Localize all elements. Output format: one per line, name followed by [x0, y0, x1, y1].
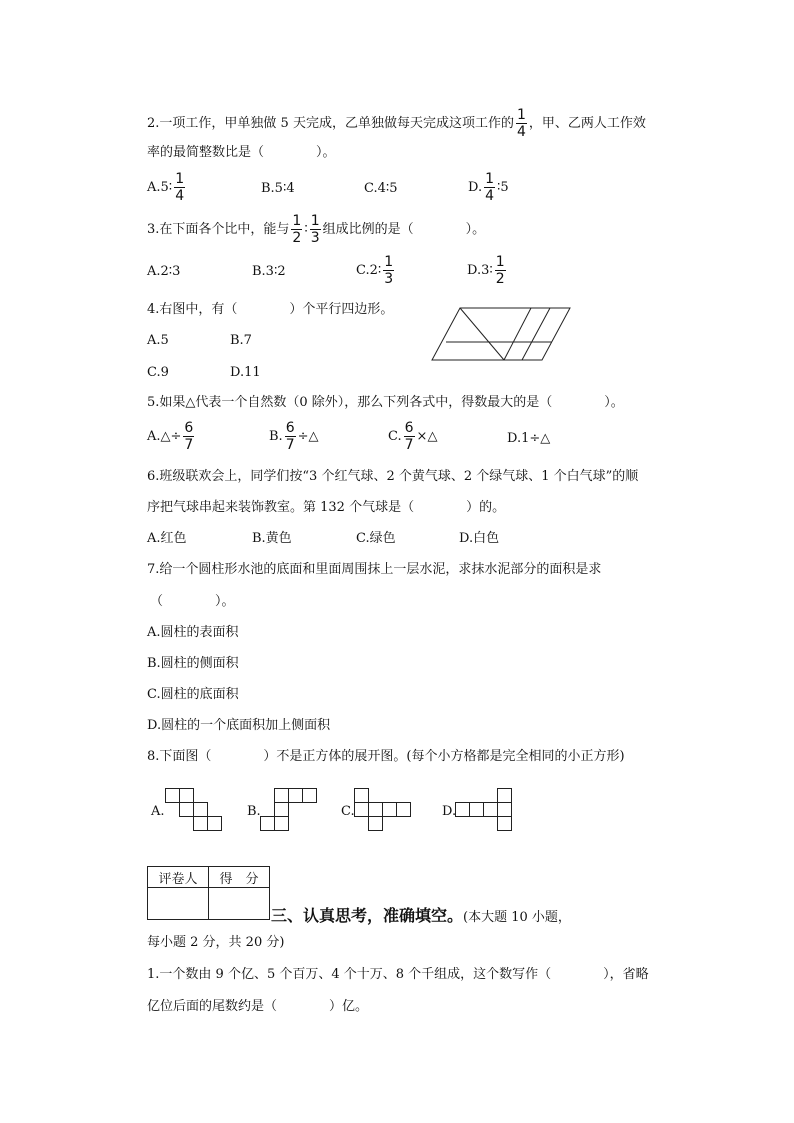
score-header: 得 分 [209, 867, 270, 888]
q5-option-b[interactable]: B. $\frac{6}{7}$ ÷△ [269, 420, 319, 453]
q2-text-pre: 2.一项工作，甲单独做 5 天完成，乙单独做每天完成这项工作的 [147, 116, 514, 131]
q5-option-a[interactable]: A.△÷ $\frac{6}{7}$ [147, 420, 194, 453]
q6-line2: 序把气球串起来装饰教室。第 132 个气球是（ ）的。 [147, 500, 506, 515]
q3-option-c[interactable]: C.2∶ $\frac{1}{3}$ [356, 254, 394, 287]
q2-option-b[interactable]: B.5∶4 [261, 181, 295, 196]
section3-note-line2: 每小题 2 分，共 20 分) [147, 935, 285, 950]
q8-label-d[interactable]: D. [442, 804, 457, 819]
q7-line1: 7.给一个圆柱形水池的底面和里面周围抹上一层水泥，求抹水泥部分的面积是求 [147, 562, 602, 577]
q8-net-b[interactable] [260, 788, 320, 834]
q4-option-b[interactable]: B.7 [230, 333, 252, 348]
q7-line2: （ ）。 [150, 594, 235, 609]
q8-net-a[interactable] [165, 788, 225, 834]
q2-option-d[interactable]: D. $\frac{1}{4}$ ∶5 [468, 171, 509, 204]
q7-option-c[interactable]: C.圆柱的底面积 [147, 687, 239, 702]
q3-line: 3.在下面各个比中，能与 $\frac{1}{2}$ ∶ $\frac{1}{3}$ 组成比例的是（ ）。 [147, 213, 486, 246]
q5-option-c[interactable]: C. $\frac{6}{7}$ ×△ [388, 420, 438, 453]
q3-option-b[interactable]: B.3∶2 [252, 264, 286, 279]
q4-line: 4.右图中，有（ ）个平行四边形。 [147, 302, 394, 317]
q8-net-d[interactable] [455, 788, 519, 834]
q7-option-d[interactable]: D.圆柱的一个底面积加上侧面积 [147, 718, 331, 733]
s3q1-line1: 1.一个数由 9 个亿、5 个百万、4 个十万、8 个千组成，这个数写作（ ），省略 [147, 967, 649, 982]
q3-option-a[interactable]: A.2∶3 [147, 264, 181, 279]
q3-option-d[interactable]: D.3∶ $\frac{1}{2}$ [467, 254, 505, 287]
q4-parallelogram-figure [428, 305, 578, 365]
section3-title: 三、认真思考，准确填空。(本大题 10 小题， [271, 906, 571, 925]
q8-label-b[interactable]: B. [247, 804, 261, 819]
q6-line1: 6.班级联欢会上，同学们按“3 个红气球、2 个黄气球、2 个绿气球、1 个白气球”的顺 [147, 469, 639, 484]
q8-net-c[interactable] [354, 788, 414, 834]
q5-option-d[interactable]: D.1÷△ [507, 431, 551, 446]
q4-option-d[interactable]: D.11 [230, 365, 261, 380]
score-table [147, 866, 270, 920]
q6-option-d[interactable]: D.白色 [459, 531, 500, 546]
score-cell[interactable] [209, 888, 270, 920]
s3q1-line2: 亿位后面的尾数约是（ ）亿。 [147, 999, 369, 1014]
grader-cell[interactable] [148, 888, 209, 920]
q2-option-c[interactable]: C.4∶5 [364, 181, 398, 196]
q2-line2: 率的最简整数比是（ ）。 [147, 145, 336, 160]
q2-fraction: $\frac{1}{4}$ [516, 107, 526, 140]
q8-label-a[interactable]: A. [151, 804, 165, 819]
q2-option-a[interactable]: A.5∶ $\frac{1}{4}$ [147, 171, 185, 204]
q2-line1 [147, 108, 646, 139]
q4-option-c[interactable]: C.9 [147, 365, 169, 380]
q2-text-post: ，甲、乙两人工作效 [528, 116, 646, 131]
q8-line: 8.下面图（ ）不是正方体的展开图。(每个小方格都是完全相同的小正方形) [147, 749, 625, 764]
q8-label-c[interactable]: C. [341, 804, 355, 819]
q4-option-a[interactable]: A.5 [147, 333, 169, 348]
q7-option-a[interactable]: A.圆柱的表面积 [147, 625, 239, 640]
q5-line: 5.如果△代表一个自然数（0 除外），那么下列各式中，得数最大的是（ ）。 [147, 395, 624, 410]
q6-option-a[interactable]: A.红色 [147, 531, 187, 546]
q7-option-b[interactable]: B.圆柱的侧面积 [147, 656, 239, 671]
grader-header: 评卷人 [148, 867, 209, 888]
q6-option-c[interactable]: C.绿色 [356, 531, 396, 546]
q6-option-b[interactable]: B.黄色 [252, 531, 292, 546]
